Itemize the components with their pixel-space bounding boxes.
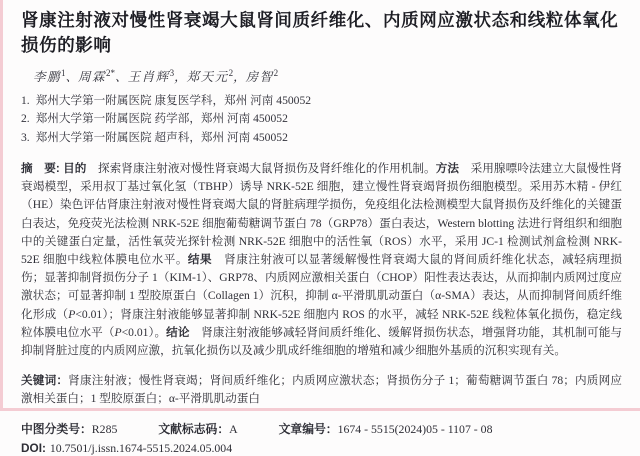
author-superscript: 2 <box>228 67 234 78</box>
author-superscript: 3 <box>169 67 175 78</box>
abstract-text: <0.01）；肾康注射液能够显著抑制 NRK-52E 细胞内 ROS 的水平，减轻 NRK-52E 线粒体氧化损伤，稳定线粒体膜电位水平（ <box>21 307 622 339</box>
abstract-text: 肾康注射液能够减轻肾间质纤维化、缓解肾损伤状态，增强肾功能，其机制可能与抑制肾脏过度的内质网应激，抗氧化损伤以及减少肌成纤维细胞的增殖和减少细胞外基质的沉积实现有关。 <box>21 325 622 357</box>
keywords-text: 肾康注射液；慢性肾衰竭；肾间质纤维化；内质网应激状态；肾损伤分子 1；葡萄糖调节蛋白 78；内质网应激相关蛋白；1 型胶原蛋白；α-平滑肌肌动蛋白 <box>21 373 622 405</box>
abstract-text: P <box>68 307 76 321</box>
clc-label: 中图分类号： <box>21 421 92 436</box>
affiliation-number: 3. <box>21 130 30 144</box>
abstract-section-label: 摘 要: <box>21 161 64 175</box>
affiliation-number: 1. <box>21 93 30 107</box>
author-name: 周霖 <box>78 69 107 84</box>
author-separator: ， <box>174 69 187 84</box>
abstract-text: <0.01）。 <box>121 325 167 339</box>
doi-value: 10.7501/j.issn.1674-5515.2024.05.004 <box>49 440 233 455</box>
abstract-section-label: 结论 <box>166 325 190 339</box>
abstract-section-label: 方法 <box>435 161 459 175</box>
affiliation-text: 郑州大学第一附属医院 超声科，郑州 河南 450052 <box>35 130 288 144</box>
author-name: 王肖辉 <box>127 69 170 84</box>
document-code <box>158 422 237 436</box>
author-separator: ， <box>233 69 246 84</box>
left-edge-artifact <box>0 0 3 411</box>
clc-value: R285 <box>91 421 118 436</box>
article-id-label: 文章编号： <box>278 421 338 436</box>
author-superscript: 2* <box>106 67 116 78</box>
author-superscript: 2 <box>273 67 279 78</box>
affiliation-number: 2. <box>21 112 30 126</box>
abstract-paragraph <box>21 160 622 360</box>
affiliation-line <box>21 110 622 128</box>
keywords-label: 关键词： <box>21 373 69 387</box>
affiliation-line <box>21 92 622 110</box>
keywords-paragraph <box>21 372 622 408</box>
abstract-text: P <box>114 325 122 339</box>
abstract-section-label: 目的 <box>63 161 87 175</box>
authors-line <box>33 67 622 85</box>
affiliation-text: 郑州大学第一附属医院 康复医学科，郑州 河南 450052 <box>35 93 312 107</box>
doi-row <box>21 441 622 456</box>
meta-row <box>21 420 622 437</box>
author-name: 李鹏 <box>33 69 62 84</box>
affiliation-text: 郑州大学第一附属医院 药学部，郑州 河南 450052 <box>35 112 288 126</box>
abstract-text: 肾康注射液可以显著缓解慢性肾衰竭大鼠的肾间质纤维化状态，减轻病理损伤；显著抑制肾损伤分子 1（KIM-1）、GRP78、内质网应激相关蛋白（CHOP）阳性表达表达，从而抑制内质网过度应激状态；可显著抑制 1 型胶原蛋白（Collagen 1）沉积，抑制 α-平滑肌肌动蛋白（α-SMA）表达，从而抑制肾间质纤维化形成（ <box>21 252 622 321</box>
author-name: 房智 <box>245 69 274 84</box>
article-id-value: 1674 - 5515(2024)05 - 1107 - 08 <box>337 421 493 436</box>
document-code-label: 文献标志码： <box>158 421 230 436</box>
author-superscript: 1 <box>61 67 66 78</box>
author-separator: 、 <box>65 69 79 84</box>
abstract-section-label: 结果 <box>187 252 213 266</box>
affiliation-line <box>21 129 622 147</box>
affiliations-list <box>21 92 622 147</box>
article-id <box>279 422 493 436</box>
abstract-text: 采用腺嘌呤法建立大鼠慢性肾衰竭模型，采用叔丁基过氧化氢（TBHP）诱导 NRK-52E 细胞，建立慢性肾衰竭肾损伤细胞模型。采用苏木精 - 伊红（HE）染色评估肾康注射液对慢性肾衰竭大鼠的肾脏病理学损伤，免疫组化法检测模型大鼠肾损伤及纤维化的关键蛋白表达，免疫荧光法检测 NRK-52E 细胞葡萄糖调节蛋白 78（GRP78）蛋白表达，Western blotting 法进行肾组织和细胞中的关键蛋白定量，活性氧荧光探针检测 NRK-52E 细胞中的活性氧（ROS）水平，采用 JC-1 检测试剂盒检测 NRK-52E 细胞中线粒体膜电位水平。 <box>21 161 622 266</box>
author-separator: 、 <box>115 69 128 84</box>
paper-title: 肾康注射液对慢性肾衰竭大鼠肾间质纤维化、内质网应激状态和线粒体氧化损伤的影响 <box>21 10 619 55</box>
abstract-text: 探索肾康注射液对慢性肾衰竭大鼠肾损伤及肾纤维化的作用机制。 <box>86 161 436 175</box>
doi-label: DOI: <box>21 440 46 455</box>
clc-number <box>21 422 117 436</box>
document-code-value: A <box>229 421 238 436</box>
author-name: 郑天元 <box>186 69 229 84</box>
